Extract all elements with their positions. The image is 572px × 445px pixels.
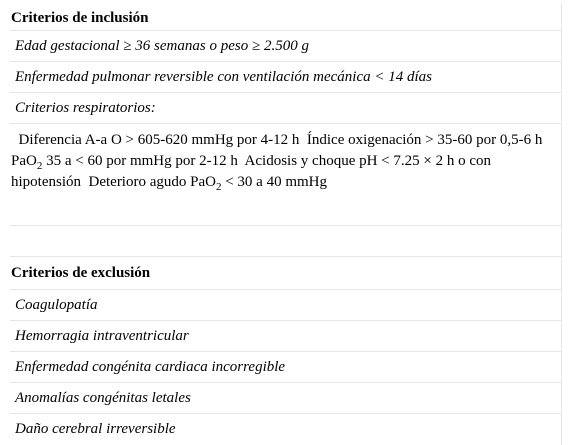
subscript-2: 2 — [36, 160, 43, 172]
inclusion-item-reversible-disease: Enfermedad pulmonar reversible con ventilación mecánica < 14 días — [10, 62, 561, 93]
inclusion-header: Criterios de inclusión — [10, 3, 561, 31]
empty-row — [10, 226, 561, 257]
inclusion-item-respiratory-criteria: Criterios respiratorios: — [10, 93, 561, 124]
respiratory-text-part-2: 35 a < 60 por mmHg por 2-12 h Acidosis y choque pH < 7.25 × 2 h o con hipotensión Deterioro agudo PaO — [11, 153, 495, 190]
exclusion-item-intraventricular-hemorrhage: Hemorragia intraventricular — [10, 321, 561, 352]
exclusion-header: Criterios de exclusión — [10, 257, 561, 290]
exclusion-item-brain-damage: Daño cerebral irreversible — [15, 421, 176, 437]
respiratory-criteria-detail — [10, 124, 561, 226]
exclusion-item-coagulopathy: Coagulopatía — [10, 290, 561, 321]
respiratory-text-part-1: Diferencia A-a O > 605-620 mmHg por 4-12 h Índice oxigenación > 35-60 por 0,5-6 h PaO — [11, 132, 550, 169]
inclusion-item-gestational-age: Edad gestacional ≥ 36 semanas o peso ≥ 2.500 g — [10, 31, 561, 62]
subscript-2: 2 — [215, 181, 222, 193]
criteria-table — [10, 3, 562, 445]
exclusion-item-lethal-anomalies: Anomalías congénitas letales — [10, 383, 561, 414]
respiratory-text-part-3: < 30 a 40 mmHg — [221, 174, 328, 190]
exclusion-item-congenital-heart-disease: Enfermedad congénita cardiaca incorregible — [10, 352, 561, 383]
